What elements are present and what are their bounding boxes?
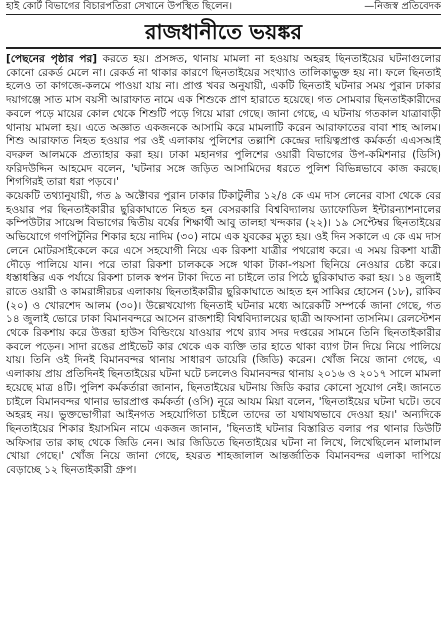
headline-divider (6, 47, 441, 49)
previous-article-tail (6, 0, 441, 13)
headline: রাজধানীতে ভয়ঙ্কর (144, 19, 303, 44)
paragraph: কয়েকটি তথ্যানুযায়ী, গত ৯ অক্টোবর পুরান ঢাকার টিকাটুলীর ১২/৪ কে এম দাস লেনের বাসা থেকে বের হওয়ার পর ছিনতাইকারীর ছুরিকাঘাতে নিহত হন বেসরকারি বিশ্ববিদ্যালয় ড্যাফোডিল ইন্টারন্যাশনালের কম্পিউটার সায়েন্স বিভাগের দ্বিতীয় বর্ষের শিক্ষার্থী আবু তালহা খন্দকার (২২)। ১৯ সেপ্টেম্বর ছিনতাইয়ের অভিযোগে গণপিটুনির শিকার হয়ে নাদিম (৩০) নামে এক যুবকের মৃত্যু হয়। ওই দিন সকালে এ কে এম দাস লেনে মোটরসাইকেলে করে এসে সহযোগী নিয়ে এক রিকশা যাত্রীর পথরোধ করে। এ সময় রিকশা যাত্রী দৌড়ে পালিয়ে যান। পরে তারা রিকশা চালককে সঙ্গে থাকা টাকা-পয়সা ছিনিয়ে নেওয়ার চেষ্টা করে। ধস্তাধস্তির এক পর্যায়ে রিকশা চালক স্বপন টাকা দিতে না চাইলে তার পিঠে ছুরিকাঘাত করা হয়। ১৪ জুলাই রাতে ওয়ারী ও কামরাঙ্গীরচর এলাকায় ছিনতাইকারীর ছুরিকাঘাতে আহত হন সাব্বির হোসেন (১৮), রাকিব (২০) ও খোরশেদ আলম (৩০)। উল্লেখযোগ্য ছিনতাই ঘটনার মধ্যে আরেকটি সম্পর্কে জানা গেছে, গত ১৪ জুলাই ভোরে ঢাকা বিমানবন্দরে আসেন রাজশাহী বিশ্ববিদ্যালয়ের ছাত্রী আফসানা তাসনিম। রেলস্টেশন থেকে রিকশায় করে উত্তরা হাউস বিল্ডিংয়ে যাওয়ার পথে র‍্যাব সদর দপ্তরের সামনে তিনি ছিনতাইকারীর কবলে পড়েন। সাদা রঙের প্রাইভেট কার থেকে এক ব্যক্তি তার হাতে থাকা ব্যাগ টান দিয়ে নিয়ে পালিয়ে যায়। তিনি ওই দিনই বিমানবন্দর থানায় সাধারণ ডায়েরি (জিডি) করেন। খোঁজ নিয়ে জানা গেছে, এ এলাকায় প্রায় প্রতিদিনই ছিনতাইয়ের ঘটনা ঘটে চললেও বিমানবন্দর থানায় ২০১৬ ও ২০১৭ সালে মামলা হয়েছে মাত্র ৪টি। পুলিশ কর্মকর্তারা জানান, ছিনতাইয়ের ঘটনায় জিডি করার কোনো সুযোগ নেই। জানতে চাইলে বিমানবন্দর থানার ভারপ্রাপ্ত কর্মকর্তা (ওসি) নূরে আযম মিয়া বলেন, 'ছিনতাইয়ের ঘটনা ঘটে। তবে অহরহ নয়। ভুক্তভোগীরা আইনগত সহযোগিতা চাইলে তাদের তা যথাযথভাবে দেওয়া হয়।' অন্যদিকে ছিনতাইয়ের শিকার ইয়াসমিন নামে একজন জানান, 'ছিনতাই ঘটনার বিস্তারিত বলার পর থানার ডিউটি অফিসার তার কাছ থেকে জিডি নেন। আর জিডিতে ছিনতাইয়ের ঘটনা না লিখে, লিখেছিলেন মালামাল খোয়া গেছে।' খোঁজ নিয়ে জানা গেছে, হযরত শাহজালাল আন্তর্জাতিক বিমানবন্দর এলাকা দাপিয়ে বেড়াচ্ছে ১২ ছিনতাইকারী গ্রুপ। (6, 190, 441, 477)
paragraph (6, 53, 441, 190)
previous-article-text: হাই কোর্ট বিভাগের বিচারপতিরা সেখানে উপস্থিত ছিলেন। (6, 1, 233, 12)
article-body (6, 53, 441, 628)
byline: —নিজস্ব প্রতিবেদক (364, 1, 441, 12)
paragraph-text: করতে হয়। প্রসঙ্গত, থানায় মামলা না হওয়ায় অহরহ ছিনতাইয়ের ঘটনাগুলোর কোনো রেকর্ড মেলে না। রেকর্ড না থাকার কারণে ছিনতাইয়ের সংখ্যাও তালিকাভুক্ত হয় না। ফলে ছিনতাই হলেও তা কাগজে-কলমে পাওয়া যায় না। প্রাপ্ত খবর অনুযায়ী, একটি ছিনতাই ঘটনার সময় পুরান ঢাকার দয়াগঞ্জে সাত মাস বয়সী আরাফাত নামে এক শিশুকে প্রাণ হারাতে হয়েছে। গত সোমবার ছিনতাইকারীদের কবলে পড়ে মায়ের কোল থেকে শিশুটি পড়ে গিয়ে মারা গেছে। জানা গেছে, এ ঘটনায় গতকাল যাত্রাবাড়ী থানায় মামলা হয়। এতে অজ্ঞাত একজনকে আসামি করে মামলাটি করেন আরাফাতের বাবা শাহ আলম। শিশু আরাফাত নিহত হওয়ার পর ওই এলাকায় পুলিশের তল্লাশি কেন্দ্রের দায়িত্বপ্রাপ্ত কর্মকর্তা এএসআই বদরুল আলমকে প্রত্যাহার করা হয়। ঢাকা মহানগর পুলিশের ওয়ারী বিভাগের উপ-কমিশনার (ডিসি) ফরিদউদ্দিন আহমেদ বলেন, 'ঘটনার সঙ্গে জড়িত আসামিদের ধরতে পুলিশ বিভিন্নভাবে কাজ করছে। শিগগিরই তারা ধরা পড়বে।' (6, 53, 441, 189)
continuation-tag: [পেছনের পৃষ্ঠার পর] (6, 53, 98, 65)
divider (6, 14, 441, 15)
